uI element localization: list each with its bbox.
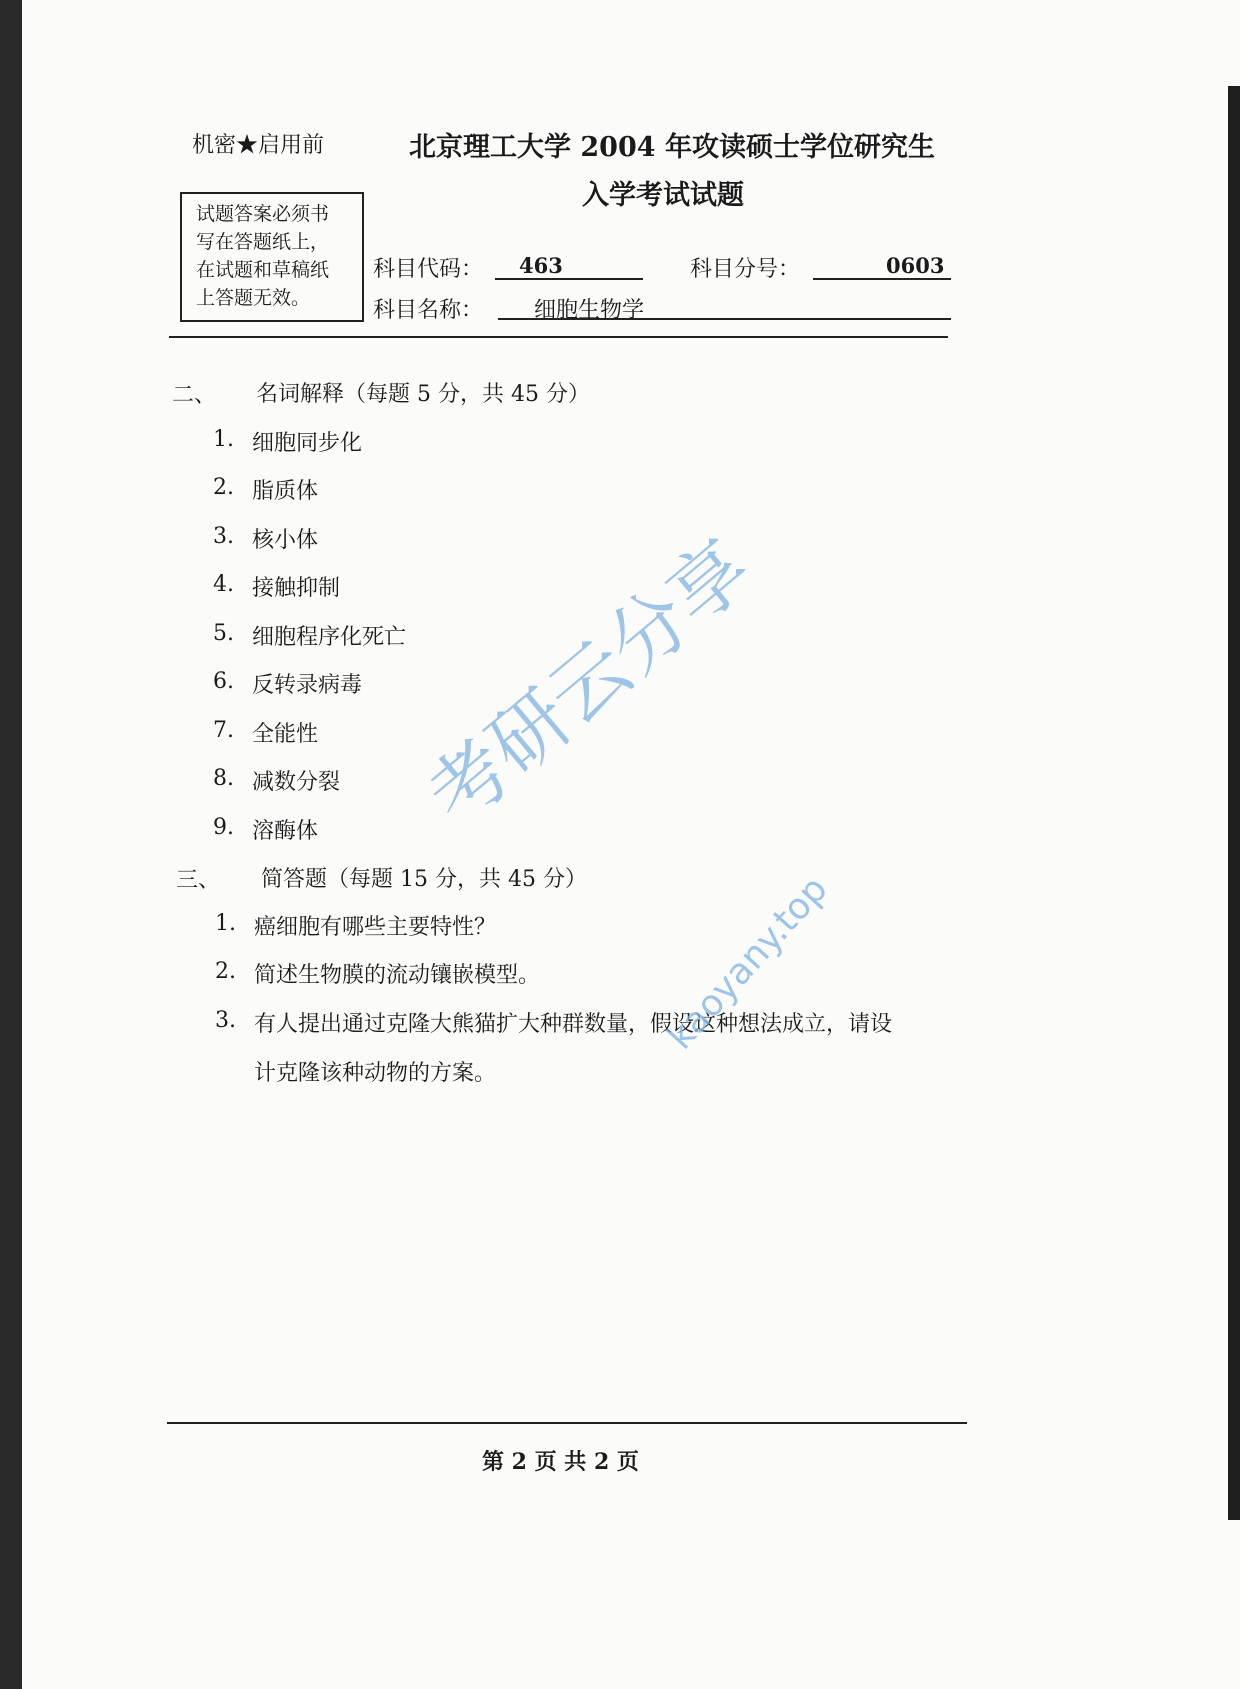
item-number: 6. — [213, 669, 234, 694]
list-item: 减数分裂 — [252, 770, 341, 795]
list-item: 有人提出通过克隆大熊猫扩大种群数量，假设这种想法成立，请设 — [254, 1012, 893, 1037]
notice-line: 试题答案必须书 — [196, 203, 330, 225]
item-number: 1. — [213, 427, 234, 452]
exam-title-line2: 入学考试试题 — [582, 180, 744, 211]
watermark-chinese: 考研云分享 — [411, 523, 769, 843]
item-number: 2. — [213, 475, 234, 500]
confidential-label: 机密★启用前 — [192, 133, 325, 158]
list-item: 脂质体 — [252, 479, 319, 504]
subject-code-underline — [495, 278, 643, 280]
section3-number: 三、 — [176, 868, 221, 893]
subject-number-underline — [813, 278, 951, 280]
notice-box — [180, 192, 364, 322]
subject-name-underline — [498, 318, 951, 320]
item-number: 5. — [213, 621, 234, 646]
list-item-continuation: 计克隆该种动物的方案。 — [254, 1061, 497, 1086]
item-number: 3. — [213, 524, 234, 549]
list-item: 细胞程序化死亡 — [252, 625, 407, 650]
subject-number: 0603 — [886, 253, 945, 278]
subject-code-label: 科目代码： — [373, 257, 484, 282]
header-divider — [169, 336, 948, 338]
notice-line: 上答题无效。 — [196, 287, 311, 309]
section3-heading: 简答题（每题 15 分，共 45 分） — [261, 867, 587, 892]
item-number: 9. — [213, 815, 234, 840]
watermark-url: kaoyany.top — [660, 868, 836, 1058]
item-number: 1. — [215, 911, 236, 936]
subject-name-label: 科目名称： — [373, 298, 484, 323]
list-item: 溶酶体 — [252, 819, 319, 844]
item-number: 8. — [213, 766, 234, 791]
list-item: 全能性 — [252, 722, 319, 747]
list-item: 细胞同步化 — [252, 431, 363, 456]
section2-number: 二、 — [172, 383, 217, 408]
scan-edge-right — [1228, 86, 1240, 1520]
item-number: 7. — [213, 718, 234, 743]
notice-line: 写在答题纸上， — [196, 231, 330, 253]
exam-title-line1: 北京理工大学 2004 年攻读硕士学位研究生 — [409, 132, 935, 163]
item-number: 2. — [215, 959, 236, 984]
footer-divider — [167, 1422, 967, 1424]
list-item: 癌细胞有哪些主要特性？ — [254, 915, 497, 940]
list-item: 简述生物膜的流动镶嵌模型。 — [254, 963, 541, 988]
subject-number-label: 科目分号： — [690, 257, 801, 282]
scan-edge-left — [0, 0, 22, 1689]
notice-line: 在试题和草稿纸 — [196, 259, 330, 281]
list-item: 核小体 — [252, 528, 319, 553]
item-number: 3. — [215, 1008, 236, 1033]
section2-heading: 名词解释（每题 5 分，共 45 分） — [256, 382, 590, 407]
page-number: 第 2 页 共 2 页 — [482, 1449, 639, 1475]
list-item: 反转录病毒 — [252, 673, 363, 698]
list-item: 接触抑制 — [252, 576, 341, 601]
item-number: 4. — [213, 572, 234, 597]
subject-code: 463 — [519, 253, 563, 278]
subject-name: 细胞生物学 — [534, 298, 645, 323]
